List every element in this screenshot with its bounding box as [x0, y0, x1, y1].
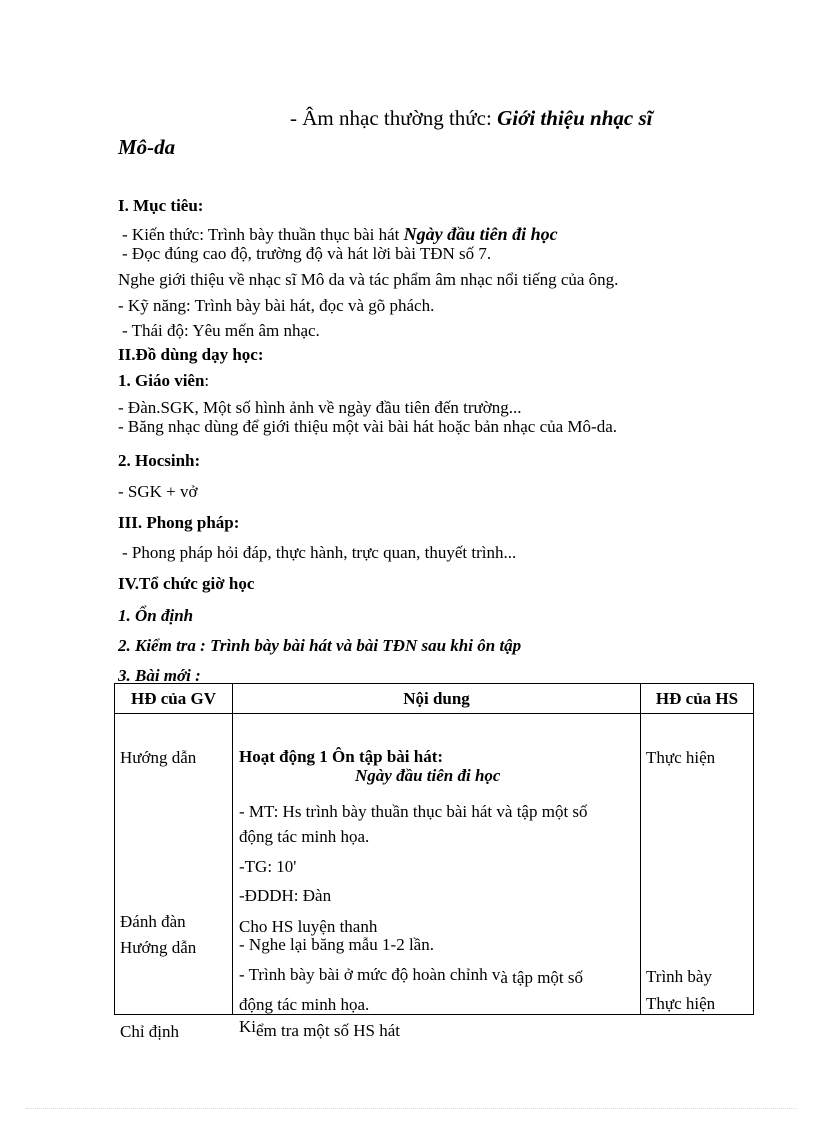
title-line-2: Mô-da: [118, 135, 176, 159]
kien-thuc-text: - Kiến thức: Trình bày thuần thục bài hát: [122, 225, 404, 244]
muc-tieu-line-3: Nghe giới thiệu về nhạc sĩ Mô da và tác phẩm âm nhạc nổi tiếng của ông.: [118, 270, 619, 289]
heading-muc-tieu: I. Mục tiêu:: [118, 196, 204, 215]
nghe-lai-line: - Nghe lại băng mẫu 1-2 lần.: [239, 935, 434, 954]
trinh-bay-part-b: à tập một số: [500, 968, 584, 987]
giao-vien-label: 1. Giáo viên: [118, 371, 205, 390]
kiem-tra-line: [239, 1017, 401, 1040]
activity-title: Hoạt động 1 Ôn tập bài hát:: [239, 747, 444, 766]
phuong-phap-line-1: - Phong pháp hỏi đáp, thực hành, trực quan, thuyết trình...: [122, 543, 517, 562]
muc-tieu-line-5: - Thái độ: Yêu mến âm nhạc.: [122, 321, 320, 340]
hs-trinh-bay: Trình bày: [646, 967, 712, 986]
activity-song: Ngày đầu tiên đi học: [355, 766, 501, 785]
mt-line-2: động tác minh họa.: [239, 827, 370, 846]
trinh-bay-line-1: [239, 965, 583, 985]
gv-cell: [115, 714, 233, 1041]
muc-tieu-line-2: - Đọc đúng cao độ, trường độ và hát lời bài TĐN số 7.: [122, 244, 492, 263]
title-italic: Giới thiệu nhạc sĩ: [497, 106, 653, 130]
title-prefix: - Âm nhạc thường thức:: [290, 106, 498, 130]
on-dinh: 1. Ổn định: [118, 606, 194, 625]
song-title: Ngày đầu tiên đi học: [403, 224, 558, 244]
trinh-bay-line-2: động tác minh họa.: [239, 995, 370, 1014]
dddh-line: -ĐDDH: Đàn: [239, 886, 332, 905]
header-noi-dung: Nội dung: [233, 684, 641, 714]
title-line-1: [290, 105, 652, 131]
lesson-table: [114, 683, 754, 1041]
hoc-sinh-line-1: - SGK + vở: [118, 482, 198, 501]
giao-vien-colon: :: [204, 371, 210, 390]
luyen-thanh-line: Cho HS luyện thanh: [239, 917, 378, 936]
tg-line: -TG: 10': [239, 857, 297, 876]
muc-tieu-line-1: [122, 224, 558, 245]
giao-vien-line-1: - Đàn.SGK, Một số hình ảnh về ngày đầu tiên đến trường...: [118, 398, 522, 417]
table-header-row: [115, 684, 754, 714]
gv-chi-dinh: Chỉ định: [120, 1022, 180, 1041]
muc-tieu-line-4: - Kỹ năng: Trình bày bài hát, đọc và gõ phách.: [118, 296, 435, 315]
table-row: [115, 714, 754, 1015]
mt-line-1: - MT: Hs trình bày thuần thục bài hát và tập một số: [239, 802, 588, 821]
giao-vien-line-2: - Băng nhạc dùng để giới thiệu một vài bài hát hoặc bản nhạc của Mô-da.: [118, 417, 618, 436]
kiem-tra-part-a: Ki: [239, 1017, 256, 1036]
kiem-tra-part-b: ểm tra một số HS hát: [256, 1021, 401, 1040]
heading-phuong-phap: III. Phong pháp:: [118, 513, 240, 532]
hs-thuc-hien-1: Thực hiện: [646, 748, 716, 767]
bai-moi: 3. Bài mới :: [118, 666, 201, 683]
gv-huong-dan-2: Hướng dẫn: [120, 938, 197, 957]
kiem-tra: 2. Kiểm tra : Trình bày bài hát và bài TĐN sau khi ôn tập: [118, 636, 522, 655]
trinh-bay-part-a: - Trình bày bài ở mức độ hoàn chỉnh v: [239, 965, 501, 984]
header-hd-gv: HĐ của GV: [115, 684, 233, 714]
page-bottom-rule: [26, 1108, 796, 1109]
heading-giao-vien: [118, 371, 209, 391]
gv-danh-dan: Đánh đàn: [120, 912, 186, 931]
hs-thuc-hien-2: Thực hiện: [646, 994, 716, 1013]
gv-huong-dan-1: Hướng dẫn: [120, 748, 197, 767]
header-hd-hs: HĐ của HS: [641, 684, 754, 714]
heading-hoc-sinh: 2. Hocsinh:: [118, 451, 201, 470]
hs-cell: [641, 714, 754, 1015]
heading-do-dung: II.Đồ dùng dạy học:: [118, 345, 264, 364]
content-cell: [233, 714, 641, 1040]
heading-to-chuc: IV.Tổ chức giờ học: [118, 574, 255, 593]
